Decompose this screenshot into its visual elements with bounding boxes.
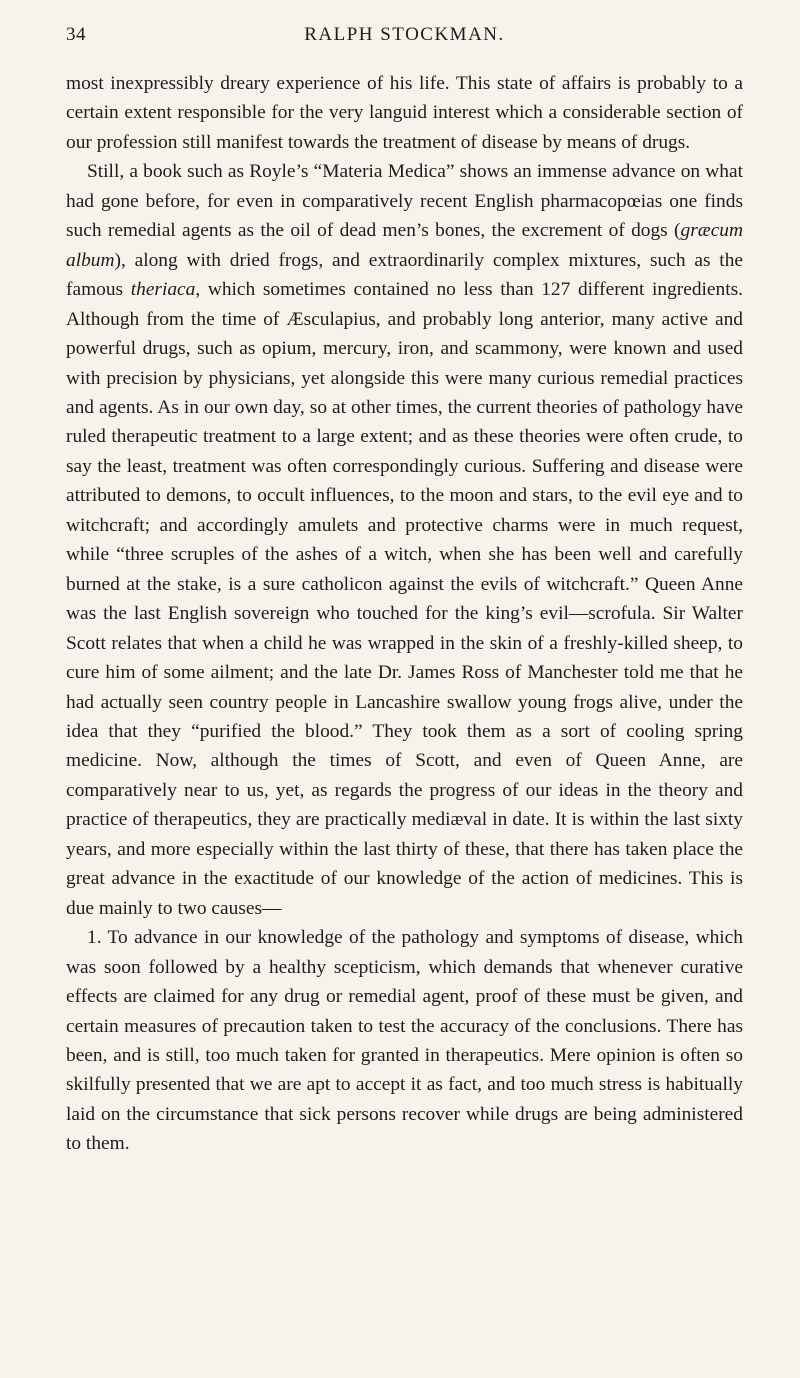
paragraph-continued: most inexpressibly dreary experience of his life. This state of affairs is probably to a certain extent responsible for the very languid interest which a considerable section of our profession still manifest towards the treatment of disease by means of drugs. <box>66 73 743 153</box>
text-run: , which sometimes contained no less than 127 different ingredients. Although from the time of Æsculapius, and probably long anterior, many active and powerful drugs, such as opium, mercury, iron, and scammony, were known and used with precision by physicians, yet alongside this were many curious remedial practices and agents. As in our own day, so at other times, the current theories of pathology have ruled therapeutic treatment to a large extent; and as these theories were often crude, to say the least, treatment was often correspondingly curious. Suffering and disease were attributed to demons, to occult influences, to the moon and stars, to the evil eye and to witchcraft; and accordingly amulets and protective charms were in much request, while “three scruples of the ashes of a witch, when she has been well and carefully burned at the stake, is a sure catholicon against the evils of witchcraft.” Queen Anne was the last English sovereign who touched for the king’s evil—scrofula. Sir Walter Scott relates that when a child he was wrapped in the skin of a freshly-killed sheep, to cure him of some ailment; and the late Dr. James Ross of Manchester told me that he had actually seen country people in Lancashire swallow young frogs alive, under the idea that they “purified the blood.” They took them as a sort of cooling spring medicine. Now, although the times of Scott, and even of Queen Anne, are comparatively near to us, yet, as regards the progress of our ideas in the theory and practice of therapeutics, they are practically mediæval in date. It is within the last sixty years, and more especially within the last thirty of these, that there has taken place the great advance in the exactitude of our knowledge of the action of medicines. This is due mainly to two causes— <box>66 279 743 919</box>
body-text <box>66 69 743 1159</box>
page-number: 34 <box>66 24 86 45</box>
latin-term-italic: græcum album <box>66 220 743 271</box>
text-run: Still, a book such as Royle’s “Materia Medica” shows an immense advance on what had gone before, for even in comparatively recent English pharmacopœias one finds such remedial agents as the oil of dead men’s bones, the excrement of dogs ( <box>66 161 743 242</box>
running-title: RALPH STOCKMAN. <box>304 24 505 45</box>
paragraph-materia-medica <box>66 157 743 923</box>
numbered-item-1: 1. To advance in our knowledge of the pathology and symptoms of disease, which was soon followed by a healthy scepticism, which demands that whenever curative effects are claimed for any drug or remedial agent, proof of these must be given, and certain measures of precaution taken to test the accuracy of the conclusions. There has been, and is still, too much taken for granted in therapeutics. Mere opinion is often so skilfully presented that we are apt to accept it as fact, and too much stress is habitually laid on the circumstance that sick persons recover while drugs are being administered to them. <box>66 927 743 1155</box>
theriaca-italic: theriaca <box>130 279 196 301</box>
running-head <box>66 24 743 54</box>
text-run: ), along with dried frogs, and extraordinarily complex mixtures, such as the famous <box>66 249 743 301</box>
